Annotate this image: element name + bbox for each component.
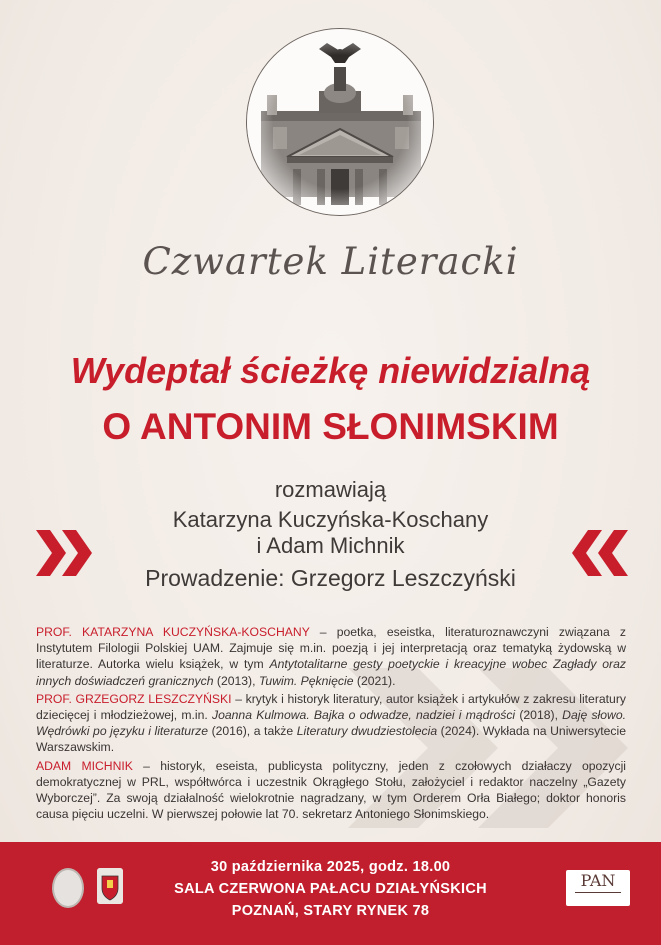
bio-text: (2018), (515, 708, 563, 723)
pan-logo-icon (566, 870, 630, 906)
building-facade-eagle-icon (246, 28, 434, 216)
footer-info (0, 856, 661, 922)
speakers-lead: rozmawiają (274, 477, 387, 502)
speakers-block (90, 477, 571, 591)
bio-book-title: Daję słowo. Wędrówki po języku i literaturze (36, 708, 626, 739)
bio-paragraph (36, 624, 626, 689)
event-title: Wydeptał ścieżkę niewidzialną (70, 350, 591, 391)
moderator-line: Prowadzenie: Grzegorz Leszczyński (145, 565, 516, 591)
bio-text: (2024). Wykłada na Uniwersytecie Warszawskim. (36, 724, 626, 755)
event-subtitle: O ANTONIM SŁONIMSKIM (102, 406, 559, 447)
double-chevron-right-icon (36, 530, 94, 576)
pan-logo-text: PAN (580, 871, 616, 890)
bio-text: – krytyk i historyk literatury, autor książek i artykułów z zakresu literatury dziecięcej i młodzieżowej, m.in. (36, 691, 626, 723)
double-chevron-left-icon (570, 530, 628, 576)
speaker-name: i Adam Michnik (256, 533, 405, 558)
bio-paragraph (36, 758, 626, 823)
bio-book-title: Tuwim. Pęknięcie (258, 673, 354, 688)
speaker-name: Katarzyna Kuczyńska-Koschany (172, 507, 489, 532)
bio-text: (2013), (213, 673, 259, 688)
bio-name: PROF. KATARZYNA KUCZYŃSKA-KOSCHANY (36, 625, 310, 639)
bio-text: – poetka, eseistka, literaturoznawczyni związana z Instytutem Filologii Polskiej UAM. Zajmuje się m.in. poezją i jej interpretacją oraz tematyką żydowską w literaturze. Autorka wielu książek, w tym (36, 625, 626, 672)
bio-text: (2021). (353, 673, 396, 688)
pan-logo-rule (575, 892, 621, 893)
bio-name: ADAM MICHNIK (36, 758, 133, 773)
bios-section (36, 624, 626, 824)
bio-text: – historyk, eseista, publicysta polityczny, jeden z czołowych działaczy opozycji demokratycznej w PRL, współtwórca i uczestnik Okrągłego Stołu, założyciel i redaktor naczelny „Gazety Wyborczej”. Za swoją działalność wielokrotnie nagradzany, w tym Orderem Orła Białego; doktor honoris causa pięciu uczelni. W pierwszej połowie lat 70. sekretarz Antoniego Słonimskiego. (36, 758, 626, 822)
event-date: 30 października 2025, godz. 18.00 (210, 859, 451, 875)
event-address: POZNAŃ, STARY RYNEK 78 (231, 903, 430, 919)
bio-book-title: Joanna Kulmowa. Bajka o odwadze, nadziei i mądrości (212, 708, 516, 723)
bio-book-title: Antytotalitarne gesty poetyckie i kreacyjne wobec Zagłady oraz innych doświadczeń granicznych (36, 657, 626, 688)
bio-name: PROF. GRZEGORZ LESZCZYŃSKI (36, 691, 232, 706)
bio-paragraph (36, 691, 626, 756)
series-title: Czwartek Literacki (142, 240, 519, 283)
bio-book-title: Literatury dwudziestolecia (296, 724, 438, 739)
event-venue: SALA CZERWONA PAŁACU DZIAŁYŃSKICH (174, 881, 487, 897)
footer-band (0, 842, 661, 945)
bio-text: (2016), a także (208, 724, 297, 739)
